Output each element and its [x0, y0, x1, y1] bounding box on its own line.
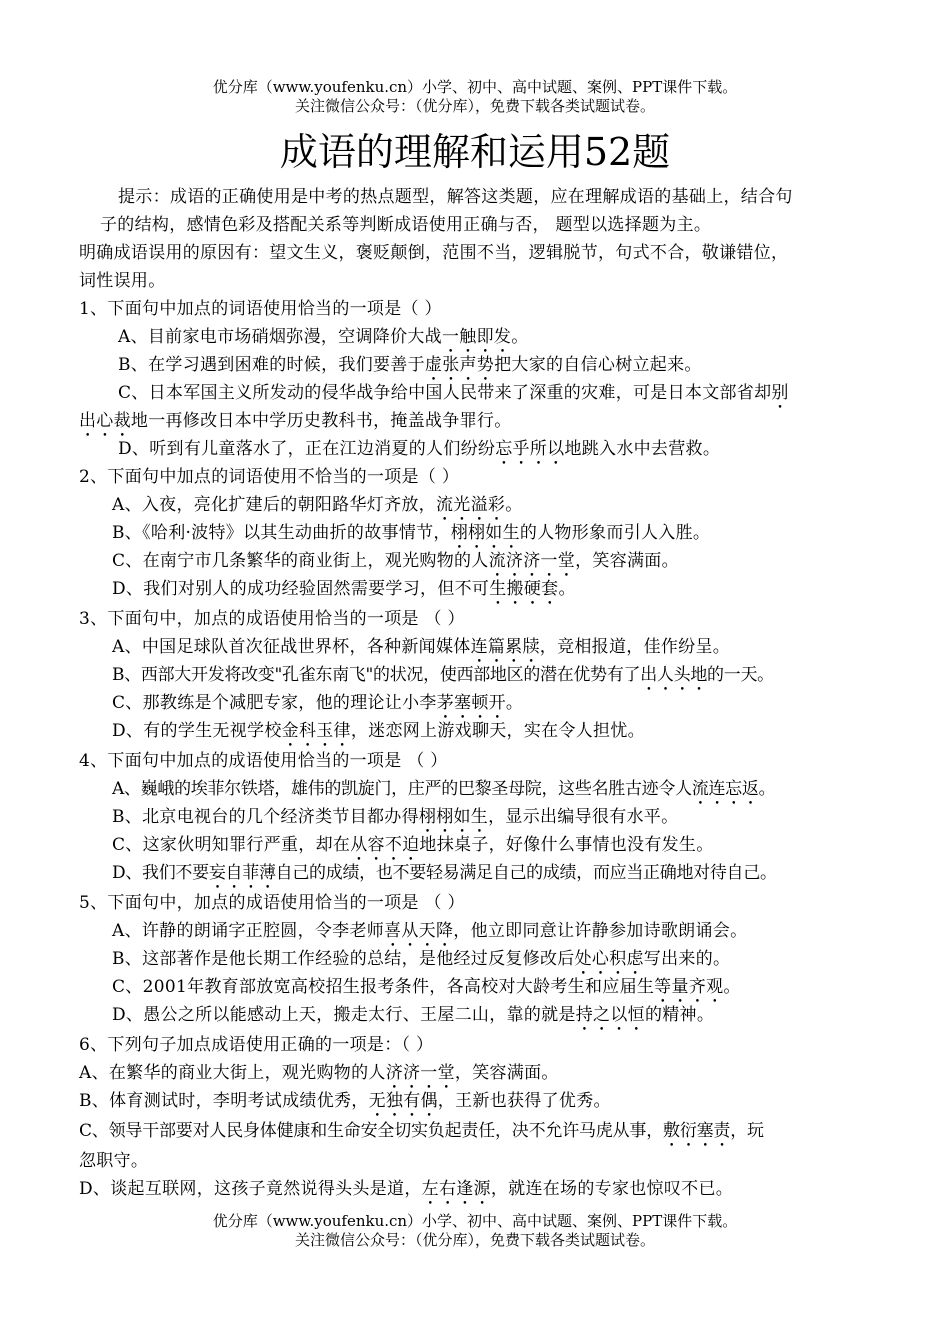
text: A、在繁华的商业大街上，观光购物的人 — [79, 1063, 386, 1083]
text: D、我们对别人的成功经验固然需要学习，但不可 — [112, 579, 490, 599]
question-1-stem: 1、下面句中加点的词语使用恰当的一项是（ ） — [79, 299, 442, 319]
dotted-idiom: 生搬硬套 — [489, 579, 559, 599]
question-3-option-a — [112, 636, 730, 667]
text: B、西部大开发将改变"孔雀东南飞"的状况，使西部地区的潜在优势有了 — [112, 665, 641, 685]
question-6-option-c-line-1 — [79, 1120, 764, 1151]
dotted-idiom: 栩栩如生 — [450, 523, 520, 543]
text: ，就连在场的专家也惊叹不已。 — [490, 1179, 734, 1199]
text: D、有的学生无视学校 — [112, 721, 282, 741]
dotted-idiom: 处心积虑 — [574, 949, 644, 969]
dotted-idiom: 忘乎所以 — [495, 439, 565, 459]
text: A、中国足球队首次征战世界杯，各种新闻媒体 — [112, 637, 471, 657]
dotted-idiom: 持之以恒 — [575, 1005, 645, 1025]
text: C、这家伙明知罪行严重，却在 — [112, 835, 351, 855]
question-2-option-c — [112, 550, 679, 581]
question-4-option-c — [112, 834, 714, 865]
dotted-idiom: 茅塞顿开 — [436, 693, 506, 713]
question-5-stem: 5、下面句中，加点的成语使用恰当的一项是 （ ） — [79, 893, 465, 913]
text: ，笑容满面。 — [454, 1063, 559, 1083]
intro-line-2: 子的结构，感情色彩及搭配关系等判断成语使用正确与否， 题型以选择题为主。 — [100, 215, 712, 235]
question-2-option-b — [112, 522, 710, 553]
text: 把大家的自信心树立起来。 — [494, 355, 702, 375]
dotted-idiom: 流连忘返 — [691, 779, 759, 799]
text: 。 — [505, 693, 524, 713]
text: A、目前家电市场硝烟弥漫，空调降价大战 — [118, 327, 442, 347]
text: 。 — [758, 779, 776, 799]
text: 的人物形象而引人入胜。 — [519, 523, 711, 543]
question-6-stem: 6、下列句子加点成语使用正确的一项是：（ ） — [79, 1035, 434, 1055]
text: A、许静的朗诵字正腔圆，令李老师 — [112, 921, 385, 941]
question-5-option-d — [112, 1004, 714, 1035]
text: A、入夜，亮化扩建后的朝阳路华灯齐放， — [112, 495, 436, 515]
question-6-option-b — [79, 1090, 611, 1121]
intro-line-3: 明确成语误用的原因有：望文生义，褒贬颠倒，范围不当，逻辑脱节，句式不合，敬谦错位， — [79, 243, 789, 263]
footer-line-1: 优分库（www.youfenku.cn）小学、初中、高中试题、案例、PPT课件下载。 — [212, 1212, 738, 1230]
text: 。 — [723, 977, 741, 997]
question-6-option-d — [79, 1178, 733, 1209]
question-3-option-c — [112, 692, 523, 723]
text: 。 — [558, 579, 576, 599]
text: C、2001年教育部放宽高校招生报考条件，各高校对大龄考生和应届生 — [112, 977, 655, 997]
question-1-option-d — [118, 438, 720, 469]
question-4-option-b — [112, 806, 678, 837]
question-3-stem: 3、下面句中，加点的成语使用恰当的一项是 （ ） — [79, 609, 465, 629]
dotted-idiom: 栩栩如生 — [418, 807, 489, 827]
text: B、在学习遇到困难的时候，我们要善于 — [118, 355, 425, 375]
question-1-option-c-line-2 — [79, 410, 512, 441]
text: D、听到有儿童落水了，正在江边消夏的人们纷纷 — [118, 439, 496, 459]
text: C、领导干部要对人民身体健康和生命安全切实负起责任，决不允许马虎从事， — [79, 1121, 664, 1141]
text: 。 — [511, 327, 529, 347]
text: ，迷恋网上游戏聊天，实在令人担忧。 — [350, 721, 645, 741]
header-line-1: 优分库（www.youfenku.cn）小学、初中、高中试题、案例、PPT课件下载。 — [212, 78, 738, 96]
dotted-idiom: 从容不迫 — [350, 835, 420, 855]
dotted-idiom: 出心裁 — [79, 411, 131, 431]
text: 写出来的。 — [643, 949, 731, 969]
question-5-option-a — [112, 920, 747, 951]
dotted-idiom: 等量齐观 — [654, 977, 724, 997]
text: 。 — [505, 495, 523, 515]
question-5-option-c — [112, 976, 741, 1007]
header-line-2: 关注微信公众号：（优分库），免费下载各类试题试卷。 — [294, 97, 655, 115]
text: D、谈起互联网，这孩子竟然说得头头是道， — [79, 1179, 422, 1199]
question-3-option-b — [112, 664, 774, 695]
text: 自己的成绩，也不要轻易满足自己的成绩，而应当正确地对待自己。 — [275, 863, 777, 883]
question-4-stem: 4、下面句中加点的成语使用恰当的一项是 （ ） — [79, 751, 448, 771]
text: ，王新也获得了优秀。 — [437, 1091, 611, 1111]
text: D、愚公之所以能感动上天，搬走太行、王屋二山，靠的就是 — [112, 1005, 576, 1025]
question-5-option-b — [112, 948, 730, 979]
dotted-idiom: 流济济一堂 — [488, 551, 576, 571]
text: B、体育测试时，李明考试成绩优秀， — [79, 1091, 369, 1111]
dotted-idiom: 连篇累牍 — [470, 637, 540, 657]
dotted-idiom: 金科玉律 — [281, 721, 351, 741]
question-2-option-d — [112, 578, 576, 609]
dotted-idiom: 无独有偶 — [368, 1091, 438, 1111]
text: ，他立即同意让许静参加诗歌朗诵会。 — [453, 921, 748, 941]
question-4-option-d — [112, 862, 777, 893]
question-3-option-d — [112, 720, 645, 751]
dotted-idiom: 喜从天降 — [384, 921, 454, 941]
question-1-option-c-line-1 — [118, 382, 789, 413]
text: 的精神。 — [644, 1005, 715, 1025]
dotted-idiom: 妄自菲薄 — [208, 863, 276, 883]
dotted-idiom: 出人头地 — [640, 665, 708, 685]
text: 地跳入水中去营救。 — [564, 439, 721, 459]
question-2-stem: 2、下面句中加点的词语使用不恰当的一项是（ ） — [79, 467, 460, 487]
text: C、在南宁市几条繁华的商业街上，观光购物的人 — [112, 551, 489, 571]
dotted-idiom: 左右逢源 — [421, 1179, 491, 1199]
text: ，竞相报道，佳作纷呈。 — [539, 637, 731, 657]
text: B、这部著作是他长期工作经验的总结，是他经过反复修改后 — [112, 949, 575, 969]
question-6-option-c-line-2: 忽职守。 — [79, 1151, 149, 1171]
dotted-idiom: 敷衍塞责 — [663, 1121, 731, 1141]
text: ，笑容满面。 — [575, 551, 679, 571]
question-6-option-a — [79, 1062, 559, 1093]
text: 地抹桌子，好像什么事情也没有发生。 — [419, 835, 714, 855]
text: ，玩 — [730, 1121, 764, 1141]
text: B、《哈利·波特》以其生动曲折的故事情节， — [112, 523, 451, 543]
text: 地一再修改日本中学历史教科书，掩盖战争罪行。 — [130, 411, 512, 431]
dotted-idiom: 济济一堂 — [385, 1063, 455, 1083]
question-1-option-a — [118, 326, 529, 357]
text: ，显示出编导很有水平。 — [488, 807, 679, 827]
dotted-idiom: 一触即发 — [441, 327, 512, 347]
question-1-option-b — [118, 354, 702, 385]
text: C、那教练是个减肥专家，他的理论让小李 — [112, 693, 437, 713]
dotted-idiom: 别 — [771, 383, 789, 403]
intro-line-1: 提示：成语的正确使用是中考的热点题型，解答这类题，应在理解成语的基础上，结合句 — [118, 187, 793, 207]
dotted-idiom: 虚张声势 — [424, 355, 495, 375]
text: 的一天。 — [707, 665, 774, 685]
question-2-option-a — [112, 494, 523, 525]
text: B、北京电视台的几个经济类节目都办得 — [112, 807, 419, 827]
intro-line-4: 词性误用。 — [79, 271, 166, 291]
text: A、巍峨的埃菲尔铁塔，雄伟的凯旋门，庄严的巴黎圣母院，这些名胜古迹令人 — [112, 779, 692, 799]
dotted-idiom: 流光溢彩 — [435, 495, 506, 515]
text: D、我们不要 — [112, 863, 209, 883]
question-4-option-a — [112, 778, 775, 809]
footer-line-2: 关注微信公众号：（优分库），免费下载各类试题试卷。 — [294, 1231, 655, 1249]
document-title: 成语的理解和运用52题 — [279, 130, 671, 174]
text: C、日本军国主义所发动的侵华战争给中国人民带来了深重的灾难，可是日本文部省却 — [118, 383, 772, 403]
